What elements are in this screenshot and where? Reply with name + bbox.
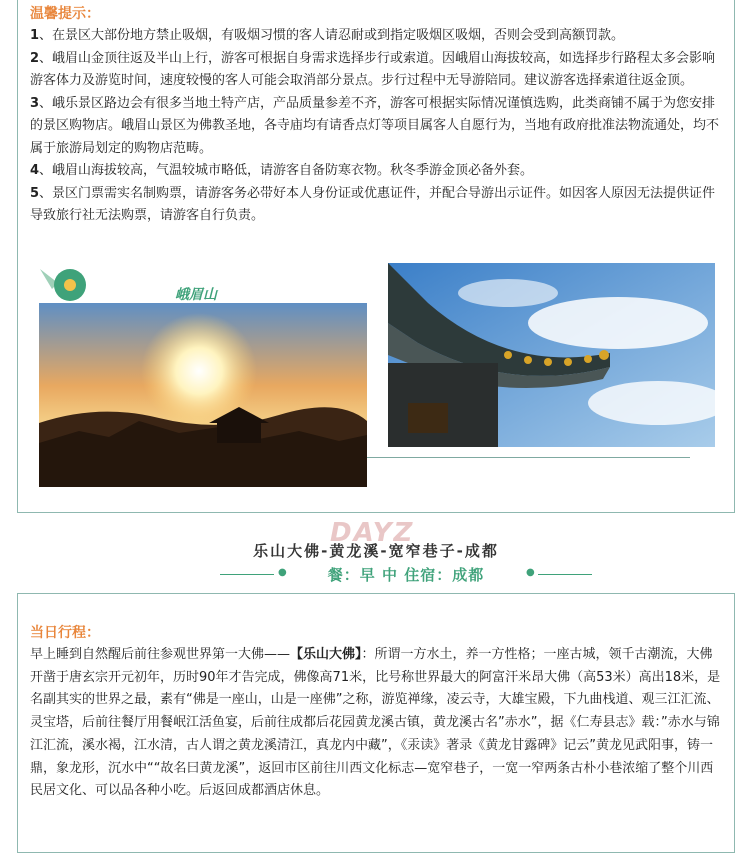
tip-number: 4: [30, 163, 40, 178]
emei-sunset-photo: [39, 303, 367, 487]
itinerary-text: [30, 644, 724, 803]
tip-item: [30, 25, 720, 48]
divider-right: [538, 574, 592, 575]
highlight-spot: 【乐山大佛】: [290, 647, 362, 662]
route-title: 乐山大佛-黄龙溪-宽窄巷子-成都: [253, 542, 499, 560]
meal-row: [220, 564, 592, 584]
tip-number: 3: [30, 95, 40, 111]
photo-label: 峨眉山: [175, 287, 217, 303]
leaf-badge-icon: [38, 265, 90, 305]
itinerary-intro: 早上睡到自然醒后前往参观世界第一大佛——: [30, 647, 291, 662]
photo-divider: [367, 457, 690, 458]
tip-item: [30, 160, 720, 183]
watermark: DAYZ: [330, 518, 415, 548]
itinerary-title: 当日行程：: [30, 625, 100, 641]
dot-icon: ●: [278, 567, 287, 578]
itinerary-body: ：所谓一方水土，养一方性格；一座古城，领千古潮流，大佛开凿于唐玄宗开元初年，历时90年才告完成，佛像高71米，比号称世界最大的阿富汗米昂大佛（高53米）高出18米，是名副其实的世界之最，素有“佛是一座山，山是一座佛”之称，游览禅缘，凌云寺，大雄宝殿，下九曲栈道、观三江汇流、灵宝塔，后前往餐厅用餐岷江活鱼宴，后前往成都后花园黄龙溪古镇，黄龙溪古名”赤水”，据《仁寿县志》载：”赤水与锦江汇流，溪水褐，江水清，古人谓之黄龙溪清江，真龙内中藏”，《汞读》著录《黄龙甘露碑》记云”黄龙见武阳事，铸一鼎，象龙形，沉水中““故名曰黄龙溪”，返回市区前往川西文化标志—宽窄巷子，一宽一窄两条古朴小巷浓缩了整个川西民居文化、可以品各种小吃。后返回成都酒店休息。: [30, 647, 721, 799]
meal-info: 餐：早 中 住宿：成都: [327, 566, 485, 584]
tip-number: 1: [30, 28, 40, 43]
tips-list: [30, 25, 720, 228]
tip-text: 、在景区大部份地方禁止吸烟，有吸烟习惯的客人请忍耐或到指定吸烟区吸烟，否则会受到高额罚款。: [39, 28, 625, 43]
dot-icon: ●: [526, 567, 535, 578]
tip-item: [30, 183, 720, 228]
itinerary-panel: [17, 593, 735, 853]
tip-text: 、峨乐景区路边会有很多当地土特产店，产品质量参差不齐，游客可根据实际情况谨慎选购，此类商铺不属于为您安排的景区购物店。峨眉山景区为佛教圣地，各寺庙均有请香点灯等项目属客人自愿行为，当地有政府批准法物流通处，均不属于旅游局划定的购物店范畴。: [30, 95, 720, 156]
tip-number: 5: [30, 185, 40, 201]
tip-text: 、峨眉山海拔较高，气温较城市略低，请游客自备防寒衣物。秋冬季游金顶必备外套。: [39, 163, 534, 178]
temple-roof-photo: [388, 263, 715, 447]
divider-left: [220, 574, 274, 575]
tip-text: 、峨眉山金顶往返及半山上行，游客可根据自身需求选择步行或索道。因峨眉山海拔较高，如选择步行路程太多会影响游客体力及游览时间，速度较慢的客人可能会取消部分景点。步行过程中无导游陪同。建议游客选择索道往返金顶。: [30, 50, 716, 88]
tip-text: 、景区门票需实名制购票，请游客务必带好本人身份证或优惠证件，并配合导游出示证件。如因客人原因无法提供证件导致旅行社无法购票，请游客自行负责。: [30, 185, 716, 223]
tip-number: 2: [30, 50, 40, 66]
tip-item: [30, 93, 720, 161]
tips-title: 温馨提示：: [30, 6, 100, 22]
tip-item: [30, 48, 720, 93]
